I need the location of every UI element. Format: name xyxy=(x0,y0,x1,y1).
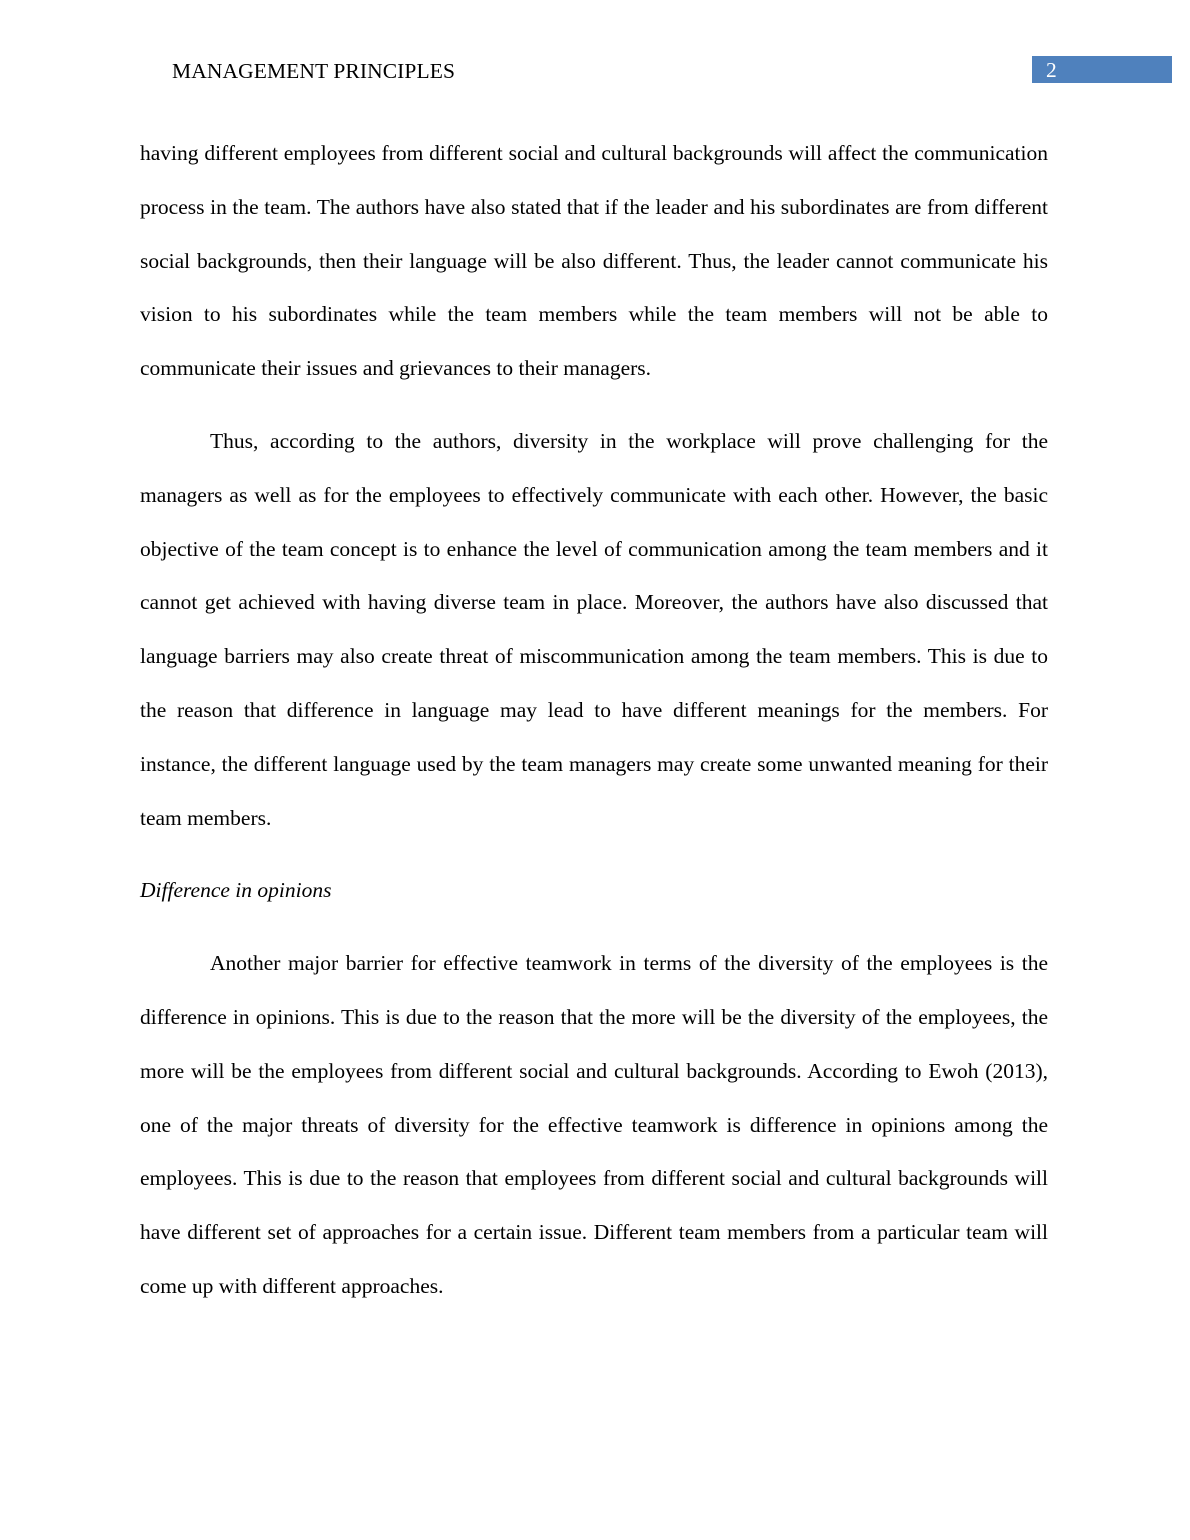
paragraph-3: Another major barrier for effective teamwork in terms of the diversity of the employees is the difference in opinions. This is due to the reason that the more will be the diversity of the employees, the more will be the employees from different social and cultural backgrounds. According to Ewoh (2013), one of the major threats of diversity for the effective teamwork is difference in opinions among the employees. This is due to the reason that employees from different social and cultural backgrounds will have different set of approaches for a certain issue. Different team members from a particular team will come up with different approaches. xyxy=(140,951,1048,1298)
page-number-box xyxy=(1032,56,1172,83)
paragraph-2: Thus, according to the authors, diversity in the workplace will prove challenging for the managers as well as for the employees to effectively communicate with each other. However, the basic objective of the team concept is to enhance the level of communication among the team members and it cannot get achieved with having diverse team in place. Moreover, the authors have also discussed that language barriers may also create threat of miscommunication among the team members. This is due to the reason that difference in language may lead to have different meanings for the members. For instance, the different language used by the team managers may create some unwanted meaning for their team members. xyxy=(140,428,1048,830)
page-number: 2 xyxy=(1046,58,1057,82)
paragraph-1: having different employees from different social and cultural backgrounds will affect the communication process in the team. The authors have also stated that if the leader and his subordinates are from different social backgrounds, then their language will be also different. Thus, the leader cannot communicate his vision to his subordinates while the team members while the team members will not be able to communicate their issues and grievances to their managers. xyxy=(140,141,1048,381)
running-head: MANAGEMENT PRINCIPLES xyxy=(172,59,456,83)
section-subheading: Difference in opinions xyxy=(140,878,332,903)
body-text xyxy=(140,127,1048,1314)
